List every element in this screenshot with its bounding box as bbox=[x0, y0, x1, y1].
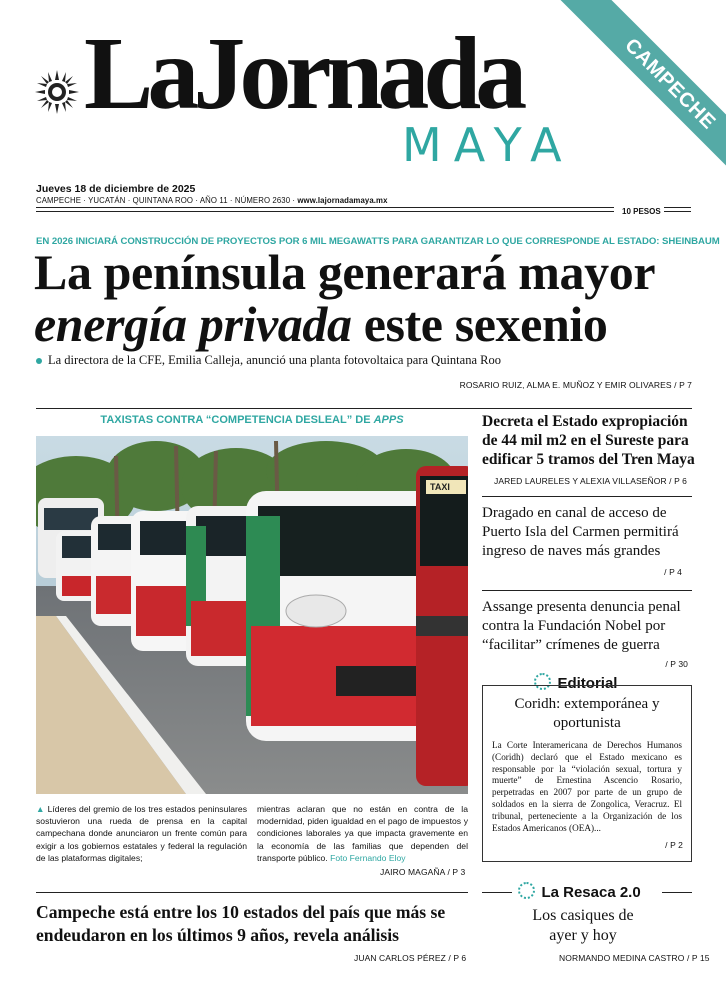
side-story-1-title: Decreta el Estado expropiación de 44 mil m2 en el Sureste para edificar 5 tramos del Tren Maya bbox=[482, 413, 695, 468]
side-story-3[interactable] bbox=[482, 598, 692, 655]
side-story-1[interactable] bbox=[482, 412, 696, 469]
resaca-byline-name: NORMANDO MEDINA CASTRO bbox=[559, 953, 685, 963]
side-story-2-title: Dragado en canal de acceso de Puerto Isla del Carmen permitirá ingreso de naves más grandes bbox=[482, 505, 679, 559]
editorial-body: La Corte Interamericana de Derechos Humanos (Coridh) declaró que el Estado mexicano es responsable por la “violación sexual, tortura y muerte” de Ernestina Ascencio Rosario, perpetradas en 2007 por parte de un grupo de soldados en la sierra de Zongolica, Veracruz. El tribunal, perteneciente a la Organización de los Estados Americanos (OEA)... bbox=[492, 740, 682, 833]
side-story-1-byline bbox=[494, 476, 687, 486]
resaca-sun-icon bbox=[518, 882, 535, 899]
lead-kicker: EN 2026 INICIARÁ CONSTRUCCIÓN DE PROYECTOS POR 6 MIL MEGAWATTS PARA GARANTIZAR LO QUE CORRESPONDE AL ESTADO: SHEINBAUM bbox=[36, 236, 720, 247]
editorial-label: Editorial bbox=[557, 675, 618, 692]
photo-credit: Foto Fernando Eloy bbox=[330, 852, 406, 863]
side-story-3-title: Assange presenta denuncia penal contra la Fundación Nobel por “facilitar” crímenes de guerra bbox=[482, 599, 681, 653]
bottom-story-byline bbox=[354, 953, 466, 963]
lead-byline-names: ROSARIO RUIZ, ALMA E. MUÑOZ Y EMIR OLIVARES bbox=[459, 380, 672, 390]
caption-text-2: mientras aclaran que no están en contra de la modernidad, piden igualdad en el pago de impuestos y condiciones laborales ya que impacta gravemente en la economía de las familias que dependen del transporte público. bbox=[257, 804, 468, 863]
masthead-logo: LaJornada bbox=[84, 16, 522, 131]
issue-info bbox=[36, 196, 388, 205]
side-rule-2 bbox=[482, 590, 692, 591]
lead-page-ref[interactable]: / P 7 bbox=[674, 380, 692, 390]
issue-info-line: CAMPECHE · YUCATÁN · QUINTANA ROO · AÑO 11 · NÚMERO 2630 · bbox=[36, 196, 296, 205]
resaca-label: La Resaca 2.0 bbox=[541, 884, 641, 901]
resaca-title[interactable]: Los casiques de ayer y hoy bbox=[532, 907, 634, 944]
editorial-box[interactable] bbox=[482, 685, 692, 862]
photo-kicker bbox=[36, 414, 468, 426]
caption-text-1: Líderes del gremio de los tres estados peninsulares sostuvieron una rueda de prensa en la capital campechana donde anunciaron un frente común para exigir a los gobiernos estatales y federal la regulación de las plataformas digitales; bbox=[36, 804, 247, 863]
photo-kicker-italic: APPS bbox=[373, 414, 404, 426]
side-story-1-page-ref[interactable]: / P 6 bbox=[669, 476, 687, 486]
side-story-2[interactable] bbox=[482, 504, 692, 561]
photo-page-ref[interactable]: / P 3 bbox=[447, 867, 466, 877]
lead-headline-italic: energía privada bbox=[34, 296, 352, 352]
bottom-rule-left bbox=[36, 892, 468, 893]
photo-caption-col1 bbox=[36, 803, 247, 864]
bottom-rule-right-b bbox=[662, 892, 692, 893]
bottom-story-title: Campeche está entre los 10 estados del país que más se endeudaron en los últimos 9 años, revela análisis bbox=[36, 902, 446, 945]
side-story-1-byline-names: JARED LAURELES Y ALEXIA VILLASEÑOR bbox=[494, 476, 667, 486]
taxi-sign: TAXI bbox=[430, 482, 450, 492]
editorial-title: Coridh: extemporánea y oportunista bbox=[514, 696, 660, 731]
issue-date: Jueves 18 de diciembre de 2025 bbox=[36, 183, 196, 195]
lead-headline-line1: La península generará mayor bbox=[34, 244, 656, 300]
masthead-rule-right bbox=[664, 207, 691, 212]
bottom-story-page-ref[interactable]: / P 6 bbox=[448, 953, 467, 963]
taxi-row-photo[interactable] bbox=[36, 436, 468, 794]
photo-caption-col2 bbox=[257, 803, 468, 864]
lead-deck: La directora de la CFE, Emilia Calleja, anunció una planta fotovoltaica para Quintana Roo bbox=[48, 353, 501, 367]
bottom-rule-right-a bbox=[482, 892, 512, 893]
photo-byline-name: JAIRO MAGAÑA bbox=[380, 867, 445, 877]
photo-kicker-text: TAXISTAS CONTRA “COMPETENCIA DESLEAL” DE bbox=[100, 414, 371, 426]
resaca-header bbox=[518, 882, 641, 902]
lead-headline-rest: este sexenio bbox=[363, 296, 608, 352]
website-link[interactable]: www.lajornadamaya.mx bbox=[297, 196, 388, 205]
bullet-icon bbox=[36, 358, 42, 364]
side-rule-1 bbox=[482, 496, 692, 497]
lead-headline[interactable] bbox=[34, 246, 704, 350]
masthead-sub-logo: MAYA bbox=[402, 118, 574, 172]
edition-ribbon-label: CAMPECHE bbox=[620, 34, 720, 134]
side-story-3-page-ref[interactable]: / P 30 bbox=[665, 659, 688, 669]
bottom-story-byline-name: JUAN CARLOS PÉREZ bbox=[354, 953, 446, 963]
editorial-page-ref[interactable]: / P 2 bbox=[665, 840, 683, 850]
price-label: 10 PESOS bbox=[622, 207, 661, 216]
resaca-page-ref[interactable]: / P 15 bbox=[686, 953, 710, 963]
masthead-rule bbox=[36, 207, 614, 212]
edition-ribbon bbox=[530, 0, 726, 170]
lead-byline bbox=[460, 380, 692, 390]
resaca-byline bbox=[559, 953, 710, 963]
bottom-story[interactable] bbox=[36, 901, 476, 947]
sun-logo-icon bbox=[33, 68, 81, 116]
caption-arrow-icon: ▲ bbox=[36, 804, 45, 814]
side-story-2-page-ref[interactable]: / P 4 bbox=[664, 567, 682, 577]
photo-byline bbox=[380, 867, 465, 877]
section-rule bbox=[36, 408, 692, 409]
lead-headline-line2 bbox=[34, 298, 704, 350]
